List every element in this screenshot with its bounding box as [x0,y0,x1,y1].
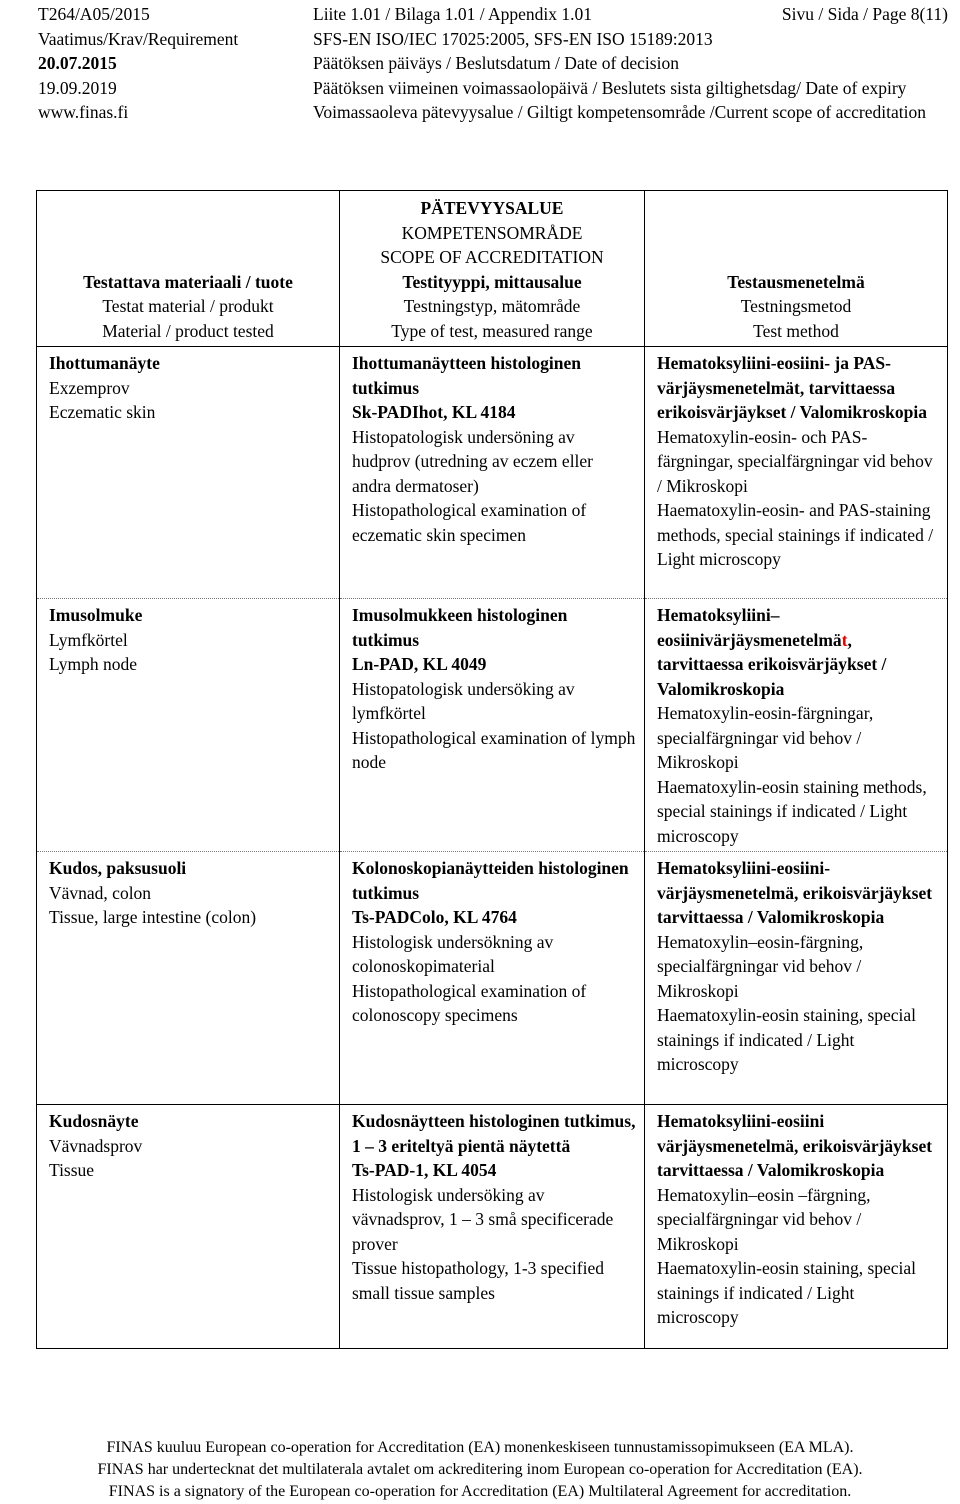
table-title-fi: PÄTEVYYSALUE [420,198,564,218]
table-row [37,599,948,852]
method-cell: Hematoksyliini-eosiini värjäysmenetelmä, erikoisvärjäykset tarvittaessa / Valomikroskopia Hematoxylin–eosin –färgning, specialfärgningar vid behov / Mikroskopi Haematoxylin-eosin staining, special stainings if indicated / Light microscopy [645,1105,948,1349]
footer-en: FINAS is a signatory of the European co-operation for Accreditation (EA) Multilateral Agreement for accreditation. [108,1483,852,1500]
website-link[interactable]: www.finas.fi [38,102,129,122]
method-cell: Hematoksyliini– eosiinivärjäysmenetelmät, tarvittaessa erikoisvärjäykset / Valomikroskopia Hematoxylin-eosin-färgningar, specialfärgningar vid behov / Mikroskopi Haematoxylin-eosin staining methods, special stainings if indicated / Light microscopy [645,599,948,852]
page-footer [0,1437,960,1503]
decision-date-label: Päätöksen päiväys / Beslutsdatum / Date of decision [313,53,679,73]
method-cell: Hematoksyliini-eosiini- ja PAS-värjäysmenetelmät, tarvittaessa erikoisvärjäykset / Valomikroskopia Hematoxylin-eosin- och PAS-färgningar, specialfärgningar vid behov / Mikroskopi Haematoxylin-eosin- and PAS-staining methods, special stainings if indicated / Light microscopy [645,347,948,599]
document-id: T264/A05/2015 [38,4,150,24]
test-cell: Ihottumanäytteen histologinen tutkimus Sk-PADIhot, KL 4184 Histopatologisk undersöning av hudprov (utredning av eczem eller andra dermatoser) Histopathological examination of eczematic skin specimen [340,347,645,599]
material-cell: Kudosnäyte Vävnadsprov Tissue [37,1105,340,1349]
table-row [37,852,948,1105]
table-header-row [37,191,948,347]
test-cell: Kolonoskopianäytteiden histologinen tutkimus Ts-PADColo, KL 4764 Histologisk undersökning av colonoskopimaterial Histopathological examination of colonoscopy specimens [340,852,645,1105]
column-header-material: Testattava materiaali / tuote Testat material / produkt Material / product tested [37,191,340,347]
decision-date: 20.07.2015 [38,53,117,73]
table-title-en: SCOPE OF ACCREDITATION [380,247,604,267]
material-cell: Kudos, paksusuoli Vävnad, colon Tissue, large intestine (colon) [37,852,340,1105]
footer-sv: FINAS har undertecknat det multilaterala avtalet om ackreditering inom European co-operation for Accreditation (EA). [97,1461,863,1478]
appendix-label: Liite 1.01 / Bilaga 1.01 / Appendix 1.01 [313,4,593,24]
test-cell: Imusolmukkeen histologinen tutkimus Ln-PAD, KL 4049 Histopatologisk undersöking av lymfkörtel Histopathological examination of lymph node [340,599,645,852]
scope-label: Voimassaoleva pätevyysalue / Giltigt kompetensområde /Current scope of accreditation [313,102,926,122]
material-cell: Imusolmuke Lymfkörtel Lymph node [37,599,340,852]
material-cell: Ihottumanäyte Exzemprov Eczematic skin [37,347,340,599]
scope-table [36,190,948,1349]
requirement-value: SFS-EN ISO/IEC 17025:2005, SFS-EN ISO 15189:2013 [313,28,713,49]
page-header [38,2,948,125]
footer-fi: FINAS kuuluu European co-operation for Accreditation (EA) monenkeskiseen tunnustamissopimukseen (EA MLA). [106,1439,854,1456]
expiry-date: 19.09.2019 [38,77,117,98]
expiry-date-label: Päätöksen viimeinen voimassaolopäivä / Beslutets sista giltighetsdag/ Date of expiry [313,77,907,98]
table-row [37,347,948,599]
test-cell: Kudosnäytteen histologinen tutkimus, 1 – 3 eriteltyä pientä näytettä Ts-PAD-1, KL 4054 Histologisk undersöking av vävnadsprov, 1 – 3 små specificerade prover Tissue histopathology, 1-3 specified small tissue samples [340,1105,645,1349]
table-row [37,1105,948,1349]
column-header-test: PÄTEVYYSALUE KOMPETENSOMRÅDE SCOPE OF ACCREDITATION Testityyppi, mittausalue Testningstyp, mätområde Type of test, measured range [340,191,645,347]
page-number: Sivu / Sida / Page 8(11) [781,4,948,24]
column-header-method: Testausmenetelmä Testningsmetod Test method [645,191,948,347]
method-cell: Hematoksyliini-eosiini-värjäysmenetelmä, erikoisvärjäykset tarvittaessa / Valomikroskopia Hematoxylin–eosin-färgning, specialfärgningar vid behov / Mikroskopi Haematoxylin-eosin staining, special stainings if indicated / Light microscopy [645,852,948,1105]
requirement-label: Vaatimus/Krav/Requirement [38,28,239,49]
strikethrough-correction: t [841,629,848,650]
table-title-sv: KOMPETENSOMRÅDE [401,222,583,243]
